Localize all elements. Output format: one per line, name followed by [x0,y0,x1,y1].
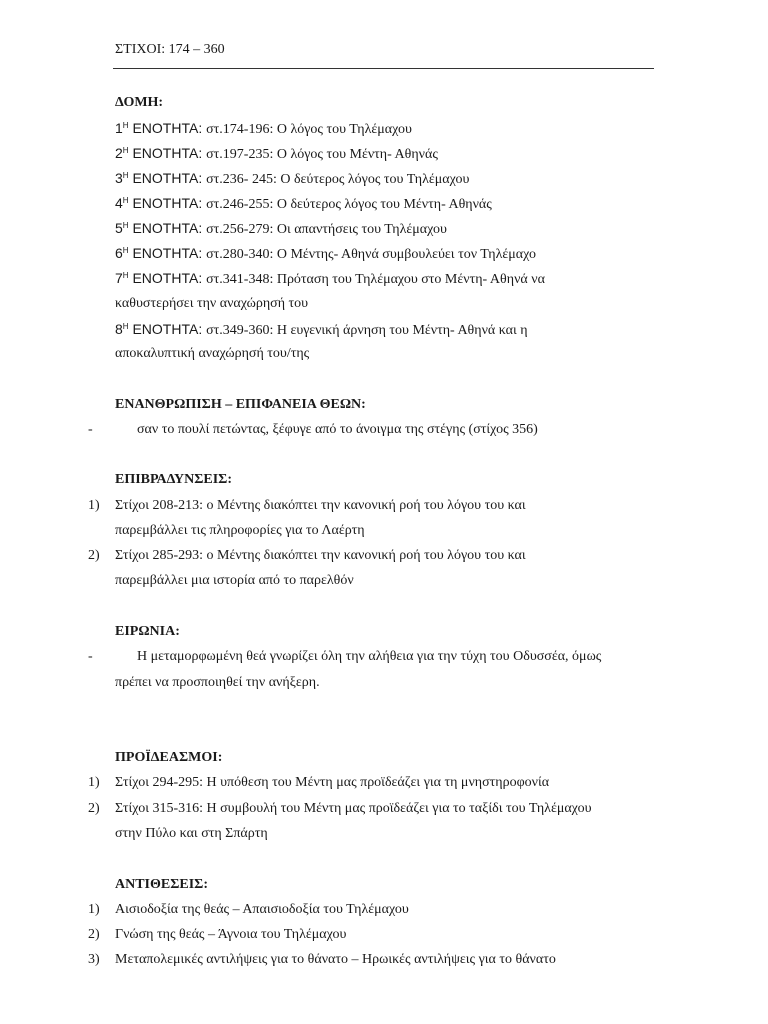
humanization-heading: ΕΝΑΝΘΡΩΠΙΣΗ – ΕΠΙΦΑΝΕΙΑ ΘΕΩΝ: [115,397,366,412]
contrasts-item-3-text: Μεταπολεμικές αντιλήψεις για το θάνατο – Ηρωικές αντιλήψεις για το θάνατο [115,952,556,967]
foreshadowing-item-1-marker: 1) [88,775,100,790]
contrasts-item-3-marker: 3) [88,952,100,967]
irony-bullet: - [88,649,93,664]
structure-heading: ΔΟΜΗ: [115,95,164,110]
page-header: ΣΤΙΧΟΙ: 174 – 360 [115,42,225,57]
structure-section-2: $2^H$ ΕΝΟΤΗΤΑ: στ.197-235: Ο λόγος του Μέντη- Αθηνάς [115,145,438,162]
irony-line-2: πρέπει να προσποιηθεί την ανήξερη. [115,675,320,690]
structure-section-7-continuation: καθυστερήσει την αναχώρησή του [115,296,309,311]
slowdowns-heading: ΕΠΙΒΡΑΔΥΝΣΕΙΣ: [115,472,232,487]
contrasts-item-1-marker: 1) [88,902,100,917]
foreshadowing-item-2-marker: 2) [88,801,100,816]
contrasts-item-2-marker: 2) [88,927,100,942]
structure-section-4: $4^H$ ΕΝΟΤΗΤΑ: στ.246-255: Ο δεύτερος λόγος του Μέντη- Αθηνάς [115,195,492,212]
slowdowns-item-2-marker: 2) [88,548,100,563]
foreshadowing-item-2-line-1: Στίχοι 315-316: Η συμβουλή του Μέντη μας προϊδεάζει για το ταξίδι του Τηλέμαχου [115,801,592,816]
structure-section-8-continuation: αποκαλυπτική αναχώρησή του/της [115,346,310,361]
contrasts-item-2-text: Γνώση της θεάς – Άγνοια του Τηλέμαχου [115,927,347,942]
contrasts-heading: ΑΝΤΙΘΕΣΕΙΣ: [115,877,208,892]
structure-section-6: $6^H$ ΕΝΟΤΗΤΑ: στ.280-340: Ο Μέντης- Αθηνά συμβουλεύει τον Τηλέμαχο [115,245,537,262]
structure-section-3: $3^H$ ΕΝΟΤΗΤΑ: στ.236- 245: Ο δεύτερος λόγος του Τηλέμαχου [115,170,470,187]
structure-section-5: $5^H$ ΕΝΟΤΗΤΑ: στ.256-279: Οι απαντήσεις του Τηλέμαχου [115,220,447,237]
slowdowns-item-2-line-2: παρεμβάλλει μια ιστορία από το παρελθόν [115,573,354,588]
humanization-bullet: - [88,422,93,437]
slowdowns-item-1-line-1: Στίχοι 208-213: ο Μέντης διακόπτει την κανονική ροή του λόγου του και [115,498,526,513]
foreshadowing-heading: ΠΡΟΪΔΕΑΣΜΟΙ: [115,750,223,765]
structure-section-7: $7^H$ ΕΝΟΤΗΤΑ: στ.341-348: Πρόταση του Τηλέμαχου στο Μέντη- Αθηνά να [115,270,545,287]
irony-line-1: Η μεταμορφωμένη θεά γνωρίζει όλη την αλήθεια για την τύχη του Οδυσσέα, όμως [137,649,602,664]
foreshadowing-item-2-line-2: στην Πύλο και στη Σπάρτη [115,826,268,841]
slowdowns-item-1-marker: 1) [88,498,100,513]
contrasts-item-1-text: Αισιοδοξία της θεάς – Απαισιοδοξία του Τηλέμαχου [115,902,409,917]
humanization-text: σαν το πουλί πετώντας, ξέφυγε από το άνοιγμα της στέγης (στίχος 356) [137,422,538,437]
slowdowns-item-2-line-1: Στίχοι 285-293: ο Μέντης διακόπτει την κανονική ροή του λόγου του και [115,548,526,563]
structure-section-8: $8^H$ ΕΝΟΤΗΤΑ: στ.349-360: Η ευγενική άρνηση του Μέντη- Αθηνά και η [115,321,528,338]
irony-heading: ΕΙΡΩΝΙΑ: [115,624,180,639]
slowdowns-item-1-line-2: παρεμβάλλει τις πληροφορίες για το Λαέρτη [115,523,365,538]
foreshadowing-item-1-line-1: Στίχοι 294-295: Η υπόθεση του Μέντη μας προϊδεάζει για τη μνηστηροφονία [115,775,550,790]
header-rule [113,68,654,69]
structure-section-1: $1^H$ ΕΝΟΤΗΤΑ: στ.174-196: Ο λόγος του Τηλέμαχου [115,120,412,137]
